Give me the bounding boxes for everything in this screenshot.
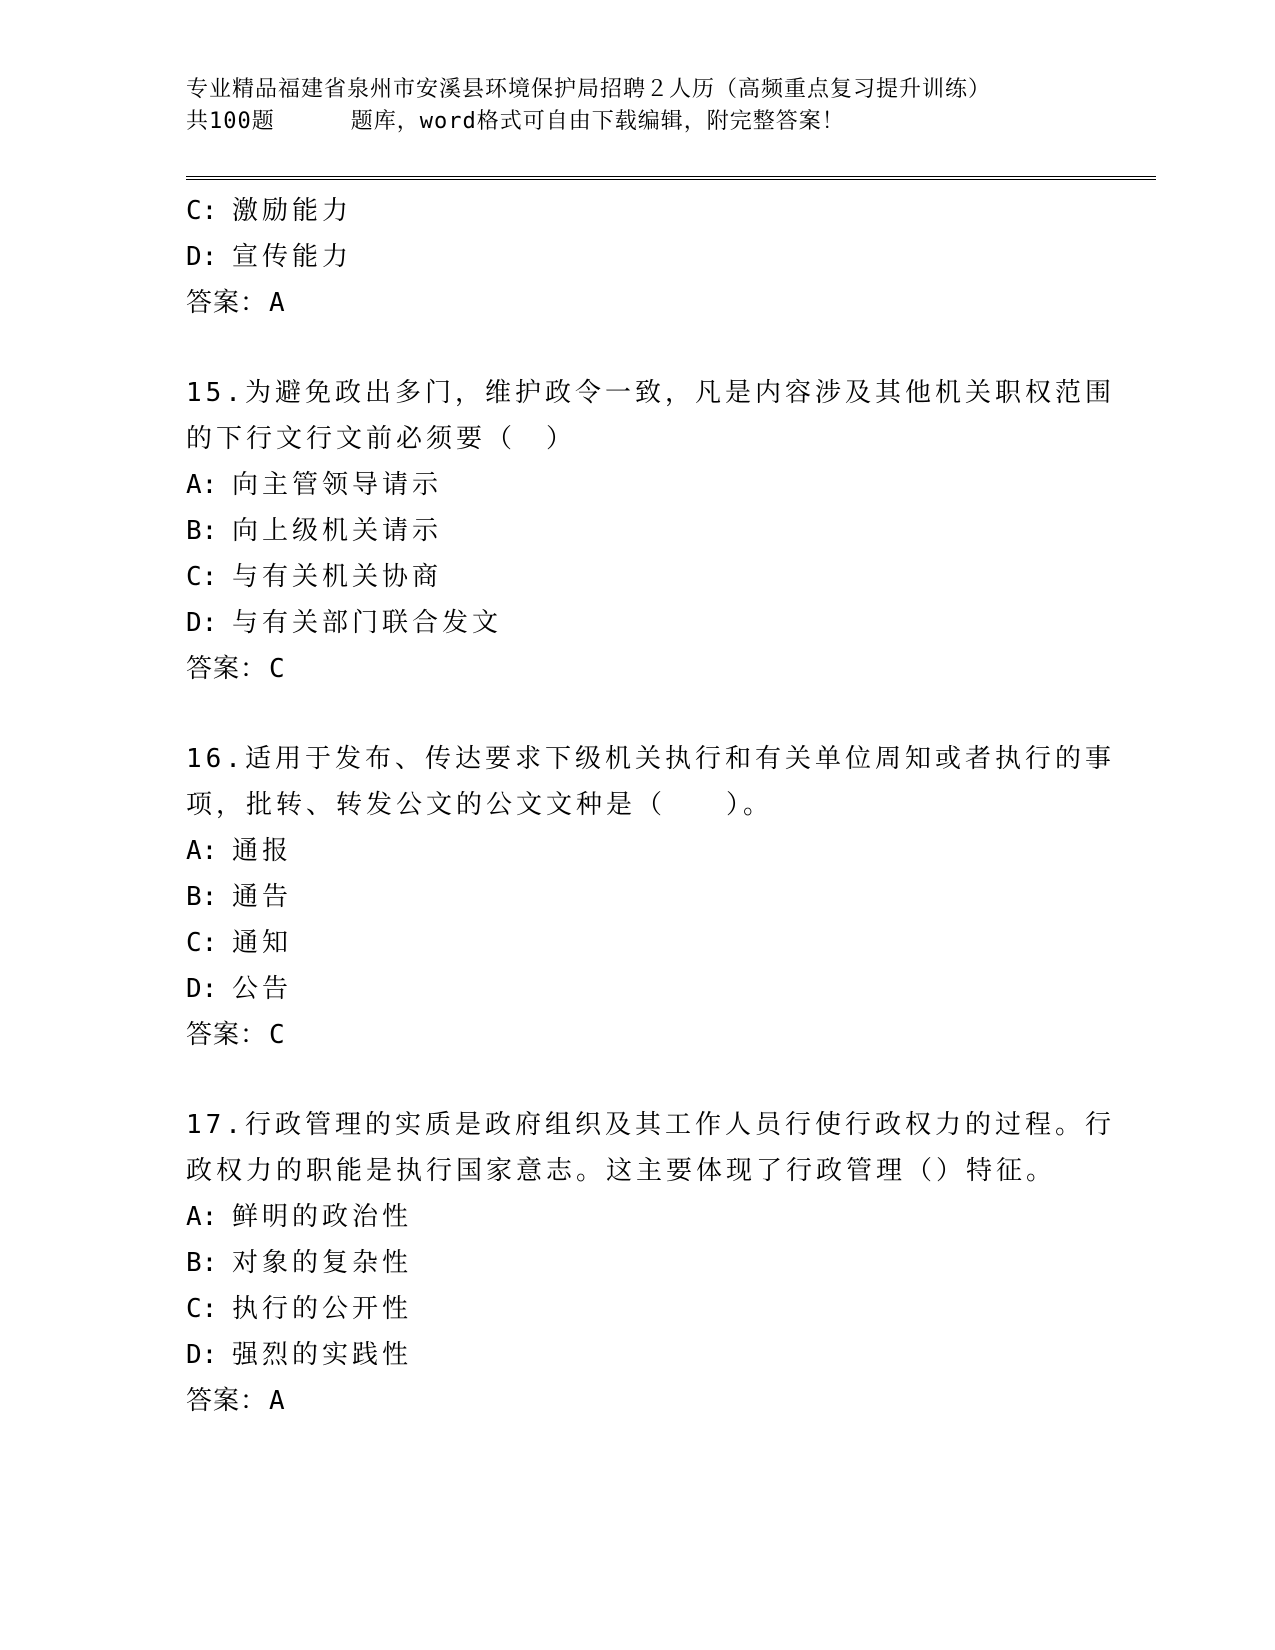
option-text: 向主管领导请示	[232, 470, 443, 500]
option-text: 通知	[232, 928, 293, 958]
option-text: 鲜明的政治性	[232, 1202, 413, 1232]
answer-label: 答案：	[186, 288, 268, 318]
option-text: 宣传能力	[232, 242, 353, 272]
page-header	[186, 74, 1086, 138]
option-text: 对象的复杂性	[232, 1248, 413, 1278]
header-title-line2	[186, 106, 1086, 138]
answer-label: 答案：	[186, 654, 268, 684]
question-17	[186, 1102, 1156, 1424]
option-text: 通告	[232, 882, 293, 912]
option-c	[186, 920, 1156, 966]
question-stem-line: 17.行政管理的实质是政府组织及其工作人员行使行政权力的过程。行	[186, 1110, 1115, 1140]
option-label: A:	[186, 836, 218, 866]
header-subtitle: 题库，word格式可自由下载编辑，附完整答案！	[350, 109, 845, 134]
question-stem-line: 的下行文行文前必须要（ ）	[186, 424, 577, 454]
header-title-line1: 专业精品福建省泉州市安溪县环境保护局招聘２人历（高频重点复习提升训练）	[186, 77, 992, 102]
option-label: A:	[186, 1202, 218, 1232]
option-label: D:	[186, 608, 218, 638]
prev-question-block	[186, 188, 1156, 326]
option-d	[186, 600, 1156, 646]
option-text: 执行的公开性	[232, 1294, 413, 1324]
option-a	[186, 1194, 1156, 1240]
option-label: C:	[186, 1294, 218, 1324]
option-b	[186, 508, 1156, 554]
option-d	[186, 234, 1156, 280]
option-text: 强烈的实践性	[232, 1340, 413, 1370]
answer-line	[186, 1012, 1156, 1058]
answer-label: 答案：	[186, 1020, 268, 1050]
option-a	[186, 462, 1156, 508]
option-label: C:	[186, 196, 218, 226]
option-label: B:	[186, 516, 218, 546]
option-label: B:	[186, 882, 218, 912]
option-text: 向上级机关请示	[232, 516, 443, 546]
header-question-count: 共100题	[186, 109, 275, 134]
option-label: D:	[186, 974, 218, 1004]
option-b	[186, 874, 1156, 920]
answer-value: C	[269, 654, 286, 684]
option-b	[186, 1240, 1156, 1286]
option-text: 与有关机关协商	[232, 562, 443, 592]
question-content	[186, 188, 1156, 1424]
option-label: A:	[186, 470, 218, 500]
option-c	[186, 554, 1156, 600]
question-stem-line: 16.适用于发布、传达要求下级机关执行和有关单位周知或者执行的事	[186, 744, 1115, 774]
answer-label: 答案：	[186, 1386, 268, 1416]
option-c	[186, 1286, 1156, 1332]
question-stem-line: 15.为避免政出多门，维护政令一致，凡是内容涉及其他机关职权范围	[186, 378, 1115, 408]
answer-line	[186, 646, 1156, 692]
header-divider	[186, 176, 1156, 180]
option-text: 激励能力	[232, 196, 353, 226]
option-label: C:	[186, 928, 218, 958]
question-16	[186, 736, 1156, 1058]
option-text: 通报	[232, 836, 293, 866]
option-d	[186, 966, 1156, 1012]
answer-line	[186, 280, 1156, 326]
answer-value: A	[269, 1386, 286, 1416]
option-a	[186, 828, 1156, 874]
question-stem-line: 项，批转、转发公文的公文文种是（ ）。	[186, 790, 774, 820]
question-stem-line: 政权力的职能是执行国家意志。这主要体现了行政管理（）特征。	[186, 1156, 1057, 1186]
option-text: 与有关部门联合发文	[232, 608, 503, 638]
option-label: C:	[186, 562, 218, 592]
option-text: 公告	[232, 974, 293, 1004]
answer-value: C	[269, 1020, 286, 1050]
option-label: D:	[186, 1340, 218, 1370]
option-label: B:	[186, 1248, 218, 1278]
answer-value: A	[269, 288, 286, 318]
option-label: D:	[186, 242, 218, 272]
option-c	[186, 188, 1156, 234]
header-gap	[275, 106, 351, 138]
option-d	[186, 1332, 1156, 1378]
answer-line	[186, 1378, 1156, 1424]
question-15	[186, 370, 1156, 692]
